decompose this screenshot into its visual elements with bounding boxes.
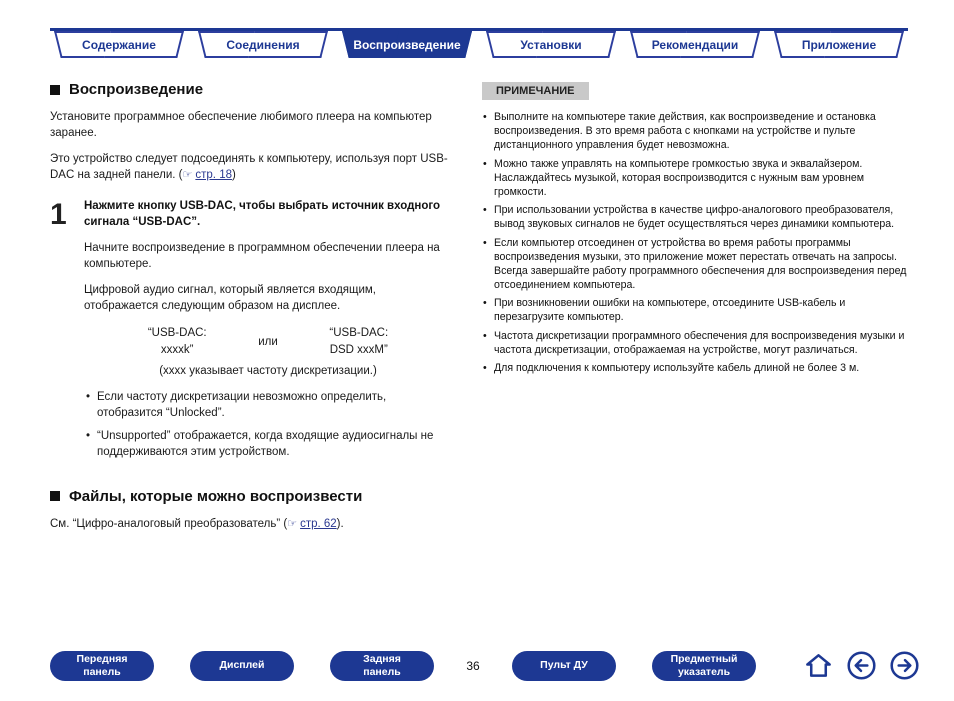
tab-connections[interactable] <box>198 31 328 58</box>
display-line: “USB-DAC: <box>147 326 207 339</box>
tab-bar <box>50 28 908 55</box>
note-item: • Если компьютер отсоединен от устройства во время работы программы воспроизведения музыки, это приложение может перестать отвечать на запросы. Всегда завершайте работу программного обеспечения для воспроизведения перед отсоединением компьютера. <box>482 236 908 293</box>
step-title: Нажмите кнопку USB-DAC, чтобы выбрать источник входного сигнала “USB-DAC”. <box>84 200 441 229</box>
note-item: • При возникновении ошибки на компьютере, отсоедините USB-кабель и перезагрузите компьютер. <box>482 296 908 324</box>
tab-label: Воспроизведение <box>353 37 461 52</box>
home-icon <box>803 650 834 681</box>
step-text: Цифровой аудио сигнал, который является входящим, отображается следующим образом на дисплее. <box>84 283 377 312</box>
previous-page-icon <box>846 650 877 681</box>
tab-appendix[interactable] <box>774 31 904 58</box>
tab-label: Соединения <box>226 37 300 52</box>
page-18-link[interactable]: стр. 18 <box>195 168 232 181</box>
step-1 <box>50 199 452 467</box>
note-item: • Для подключения к компьютеру используйте кабель длиной не более 3 м. <box>482 361 908 375</box>
square-bullet-icon <box>50 491 60 501</box>
display-line: “USB-DAC: <box>329 326 389 339</box>
note-item: • Выполните на компьютере такие действия, как воспроизведение и остановка воспроизведения. В это время работа с кнопками на устройстве и пульте дистанционного управления будет невозможна. <box>482 110 908 153</box>
nav-display-button[interactable]: Дисплей <box>190 651 294 681</box>
tab-label: Приложение <box>801 37 877 52</box>
page-number: 36 <box>466 658 480 673</box>
display-line: xxxxk” <box>160 344 194 357</box>
step-number: 1 <box>50 198 67 232</box>
page-ref-icon: ☞ <box>287 517 298 530</box>
note-column <box>482 81 908 542</box>
page-content <box>50 81 908 542</box>
tab-label: Содержание <box>82 37 156 52</box>
left-column <box>50 81 452 542</box>
nav-rear-panel-button[interactable]: Задняя панель <box>330 651 434 681</box>
page-62-link[interactable]: стр. 62 <box>300 517 337 530</box>
note-list <box>482 110 908 375</box>
nav-remote-button[interactable]: Пульт ДУ <box>512 651 616 681</box>
paragraph <box>50 517 452 533</box>
note-item: • Можно также управлять на компьютере громкостью звука и эквалайзером. Наслаждайтесь музыкой, которая воспроизводится с нужным вам уровнем громкости. <box>482 157 908 200</box>
paragraph <box>50 110 452 142</box>
list-item: • “Unsupported” отображается, когда входящие аудиосигналы не поддерживаются этим устройством. <box>84 429 452 461</box>
previous-page-button[interactable] <box>846 650 877 681</box>
tab-tips[interactable] <box>630 31 760 58</box>
next-page-icon <box>889 650 920 681</box>
manual-page <box>0 28 954 678</box>
note-item: • При использовании устройства в качестве цифро-аналогового преобразователя, вывод звуковых сигналов не будет осуществляться через динамики компьютера. <box>482 203 908 231</box>
tab-contents[interactable] <box>54 31 184 58</box>
step-notes-list <box>84 390 452 460</box>
section-title-text: Файлы, которые можно воспроизвести <box>69 487 363 505</box>
note-item: • Частота дискретизации программного обеспечения для воспроизведения музыки и частота дискретизации, отображаемая на устройстве, могут различаться. <box>482 329 908 357</box>
tab-playback[interactable] <box>342 31 472 58</box>
section-title-files <box>50 488 452 505</box>
nav-icon-group <box>803 650 920 681</box>
next-page-button[interactable] <box>889 650 920 681</box>
page-ref-icon: ☞ <box>182 168 193 181</box>
paragraph-text: Установите программное обеспечение любимого плеера на компьютер заранее. <box>50 111 432 139</box>
home-button[interactable] <box>803 650 834 681</box>
paragraph-text: ). <box>336 517 344 530</box>
paragraph-text: ) <box>232 168 236 181</box>
section-title-text: Воспроизведение <box>69 81 204 98</box>
step-body <box>84 199 452 467</box>
step-text: Начните воспроизведение в программном обеспечении плеера на компьютере. <box>84 242 440 271</box>
display-examples <box>84 325 452 361</box>
or-label: или <box>258 336 278 349</box>
note-badge: ПРИМЕЧАНИЕ <box>482 82 589 100</box>
nav-front-panel-button[interactable]: Передняя панель <box>50 651 154 681</box>
nav-index-button[interactable]: Предметный указатель <box>652 651 756 681</box>
square-bullet-icon <box>50 85 60 95</box>
display-example-left <box>122 325 232 361</box>
display-line: DSD xxxM” <box>329 344 388 357</box>
tab-label: Рекомендации <box>651 37 739 52</box>
tab-label: Установки <box>520 37 582 52</box>
paragraph-text: См. “Цифро-аналоговый преобразователь” ( <box>50 517 288 530</box>
display-caption: (xxxx указывает частоту дискретизации.) <box>159 365 377 378</box>
paragraph <box>50 152 452 184</box>
display-example-right <box>304 325 414 361</box>
paragraph-text: Это устройство следует подсоединять к компьютеру, используя порт USB-DAC на задней панели. ( <box>50 152 448 181</box>
section-title-playback <box>50 81 452 98</box>
tab-settings[interactable] <box>486 31 616 58</box>
list-item: • Если частоту дискретизации невозможно определить, отобразится “Unlocked”. <box>84 390 452 422</box>
footer-nav <box>50 650 920 681</box>
